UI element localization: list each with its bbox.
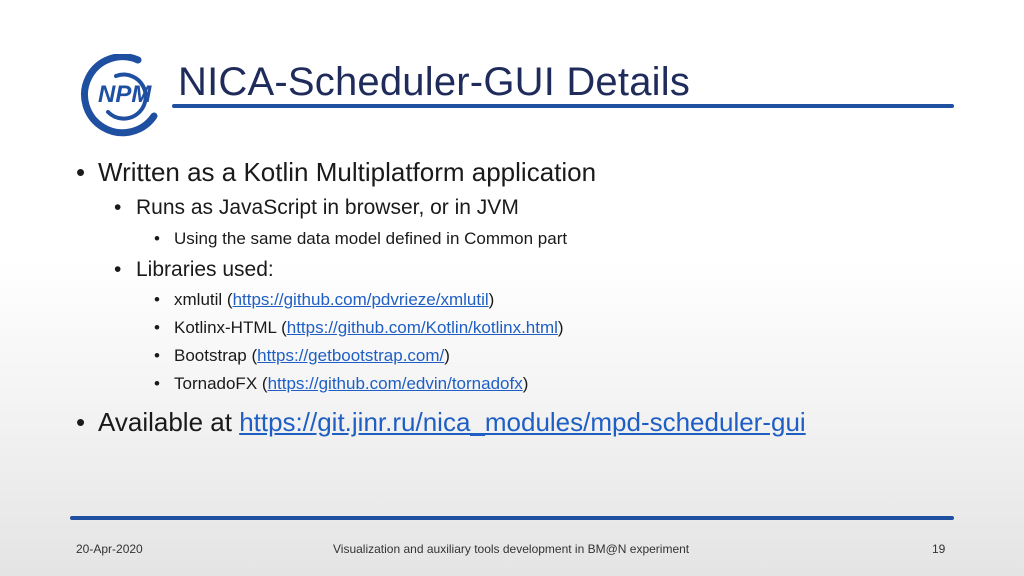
lib-link[interactable]: https://github.com/Kotlin/kotlinx.html (286, 318, 558, 337)
bullet-dot: • (114, 258, 122, 281)
bullet-dot: • (76, 157, 86, 187)
bullet-dot: • (76, 407, 86, 437)
bullet-dot: • (154, 318, 160, 337)
bullet-dot: • (154, 346, 160, 365)
lib-item: • Bootstrap (https://getbootstrap.com/) (154, 346, 450, 365)
bullet-libraries: • Libraries used: (114, 258, 274, 281)
npm-logo (78, 54, 170, 138)
bullet-available: • Available at https://git.jinr.ru/nica_modules/mpd-scheduler-gui (76, 407, 806, 437)
title-divider (172, 104, 954, 108)
bullet-dot: • (114, 196, 122, 219)
repo-link[interactable]: https://git.jinr.ru/nica_modules/mpd-scheduler-gui (239, 407, 806, 437)
bullet-kotlin: • Written as a Kotlin Multiplatform application (76, 157, 597, 187)
lib-link[interactable]: https://getbootstrap.com/ (257, 346, 445, 365)
bullet-dot: • (154, 374, 160, 393)
footer-divider (70, 516, 954, 520)
slide-title: NICA-Scheduler-GUI Details (178, 60, 691, 104)
page-number: 19 (932, 542, 946, 556)
lib-item: • xmlutil (https://github.com/pdvrieze/xmlutil) (154, 290, 495, 309)
lib-item: • Kotlinx-HTML (https://github.com/Kotlin/kotlinx.html) (154, 318, 564, 337)
bullet-dot: • (154, 290, 160, 309)
bullet-dot: • (154, 229, 160, 248)
bullet-runs: • Runs as JavaScript in browser, or in JVM (114, 196, 519, 219)
footer-date: 20-Apr-2020 (76, 542, 143, 556)
logo-text: NPM (98, 81, 152, 108)
lib-item: • TornadoFX (https://github.com/edvin/tornadofx) (154, 374, 529, 393)
bullet-data-model: • Using the same data model defined in Common part (154, 229, 568, 248)
footer-caption: Visualization and auxiliary tools development in BM@N experiment (333, 542, 690, 556)
lib-link[interactable]: https://github.com/pdvrieze/xmlutil (232, 290, 489, 309)
lib-link[interactable]: https://github.com/edvin/tornadofx (267, 374, 523, 393)
